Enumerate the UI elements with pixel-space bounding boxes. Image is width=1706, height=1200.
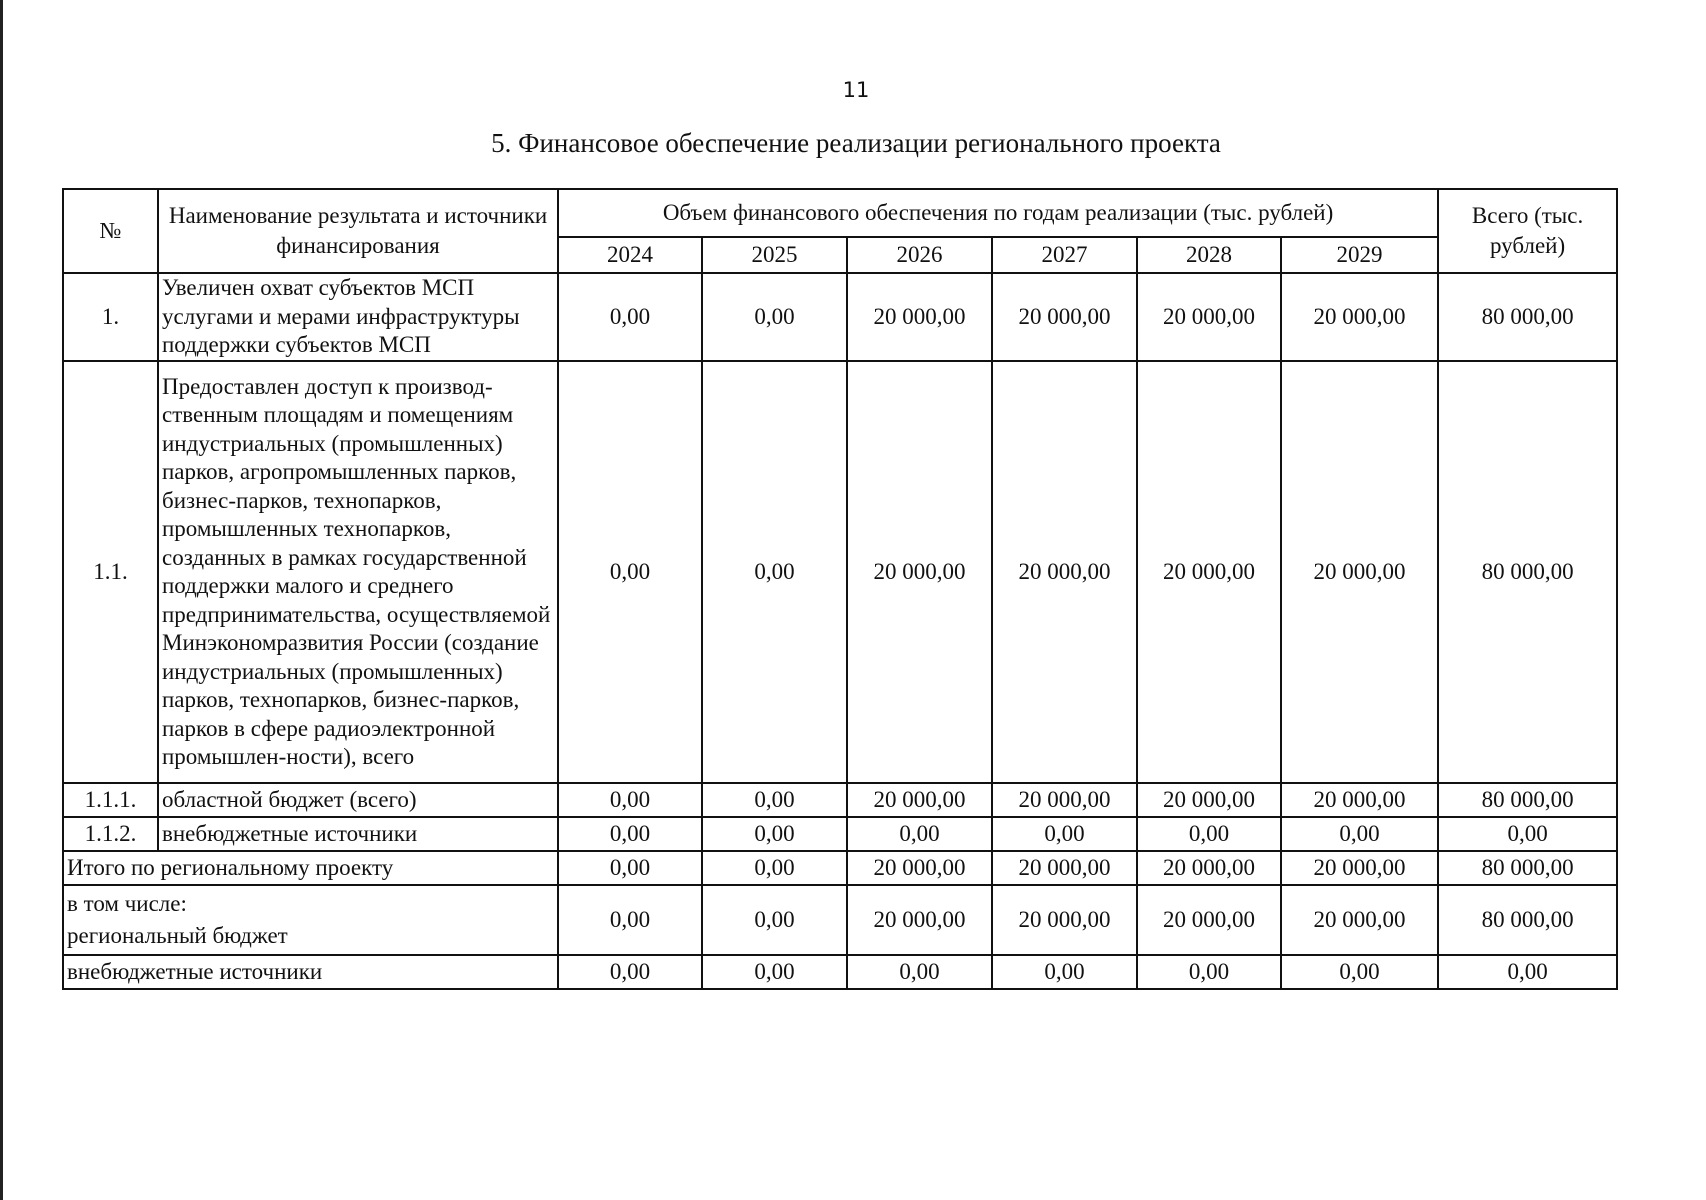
value-cell: 0,00 (702, 273, 847, 361)
value-cell: 0,00 (558, 361, 702, 783)
value-cell: 20 000,00 (992, 273, 1137, 361)
value-cell: 0,00 (702, 885, 847, 955)
value-cell: 20 000,00 (1281, 361, 1438, 783)
total-cell: 80 000,00 (1438, 851, 1617, 885)
summary-label: внебюджетные источники (63, 955, 558, 989)
row-num: 1. (63, 273, 158, 361)
value-cell: 20 000,00 (847, 851, 992, 885)
row-num: 1.1. (63, 361, 158, 783)
value-cell: 20 000,00 (1281, 885, 1438, 955)
total-cell: 0,00 (1438, 817, 1617, 851)
value-cell: 0,00 (1281, 817, 1438, 851)
value-cell: 20 000,00 (847, 885, 992, 955)
value-cell: 0,00 (558, 955, 702, 989)
row-num: 1.1.1. (63, 783, 158, 817)
row-num: 1.1.2. (63, 817, 158, 851)
financing-table (62, 188, 1618, 990)
year-cell: 2028 (1137, 237, 1281, 273)
summary-label-line: региональный бюджет (67, 923, 288, 948)
row-name: Увеличен охват субъектов МСП услугами и мерами инфраструктуры поддержки субъектов МСП (158, 273, 558, 361)
header-row (63, 189, 1617, 237)
value-cell: 20 000,00 (992, 783, 1137, 817)
value-cell: 20 000,00 (847, 783, 992, 817)
table-row (63, 361, 1617, 783)
value-cell: 20 000,00 (1281, 851, 1438, 885)
header-volume: Объем финансового обеспечения по годам реализации (тыс. рублей) (558, 189, 1438, 237)
value-cell: 0,00 (847, 817, 992, 851)
value-cell: 20 000,00 (1281, 273, 1438, 361)
value-cell: 20 000,00 (992, 885, 1137, 955)
value-cell: 0,00 (992, 955, 1137, 989)
row-name: областной бюджет (всего) (158, 783, 558, 817)
summary-row (63, 851, 1617, 885)
page-number: 11 (842, 78, 870, 102)
value-cell: 20 000,00 (1137, 783, 1281, 817)
value-cell: 0,00 (558, 885, 702, 955)
value-cell: 20 000,00 (847, 361, 992, 783)
value-cell: 20 000,00 (1137, 361, 1281, 783)
value-cell: 0,00 (847, 955, 992, 989)
value-cell: 20 000,00 (992, 361, 1137, 783)
value-cell: 0,00 (558, 817, 702, 851)
value-cell: 0,00 (1137, 817, 1281, 851)
summary-label (63, 885, 558, 955)
year-cell: 2029 (1281, 237, 1438, 273)
value-cell: 20 000,00 (1281, 783, 1438, 817)
total-cell: 80 000,00 (1438, 783, 1617, 817)
value-cell: 20 000,00 (992, 851, 1137, 885)
scan-edge (0, 0, 3, 1200)
row-name: внебюджетные источники (158, 817, 558, 851)
summary-row (63, 955, 1617, 989)
value-cell: 0,00 (702, 817, 847, 851)
value-cell: 20 000,00 (1137, 851, 1281, 885)
header-total: Всего (тыс. рублей) (1438, 189, 1617, 273)
year-cell: 2027 (992, 237, 1137, 273)
value-cell: 0,00 (702, 955, 847, 989)
row-name: Предоставлен доступ к производ-ственным площадям и помещениям индустриальных (промышленных) парков, агропромышленных парков, бизнес-парков, технопарков, промышленных технопарков, созданных в рамках государственной поддержки малого и среднего предпринимательства, осуществляемой Минэкономразвития России (создание индустриальных (промышленных) парков, технопарков, бизнес-парков, парков в сфере радиоэлектронной промышлен-ности), всего (158, 361, 558, 783)
value-cell: 0,00 (702, 783, 847, 817)
year-cell: 2024 (558, 237, 702, 273)
value-cell: 0,00 (992, 817, 1137, 851)
value-cell: 0,00 (1281, 955, 1438, 989)
value-cell: 20 000,00 (1137, 885, 1281, 955)
value-cell: 0,00 (558, 851, 702, 885)
year-cell: 2026 (847, 237, 992, 273)
header-name: Наименование результата и источники финансирования (158, 189, 558, 273)
header-num: № (63, 189, 158, 273)
value-cell: 0,00 (558, 783, 702, 817)
value-cell: 0,00 (558, 273, 702, 361)
value-cell: 0,00 (702, 851, 847, 885)
summary-row (63, 885, 1617, 955)
value-cell: 20 000,00 (847, 273, 992, 361)
table-row (63, 817, 1617, 851)
summary-label-line: в том числе: (67, 891, 187, 916)
table-row (63, 273, 1617, 361)
table-row (63, 783, 1617, 817)
total-cell: 80 000,00 (1438, 273, 1617, 361)
section-title: 5. Финансовое обеспечение реализации регионального проекта (491, 128, 1221, 158)
year-cell: 2025 (702, 237, 847, 273)
value-cell: 0,00 (702, 361, 847, 783)
value-cell: 0,00 (1137, 955, 1281, 989)
total-cell: 80 000,00 (1438, 361, 1617, 783)
value-cell: 20 000,00 (1137, 273, 1281, 361)
total-cell: 80 000,00 (1438, 885, 1617, 955)
total-cell: 0,00 (1438, 955, 1617, 989)
summary-label: Итого по региональному проекту (63, 851, 558, 885)
